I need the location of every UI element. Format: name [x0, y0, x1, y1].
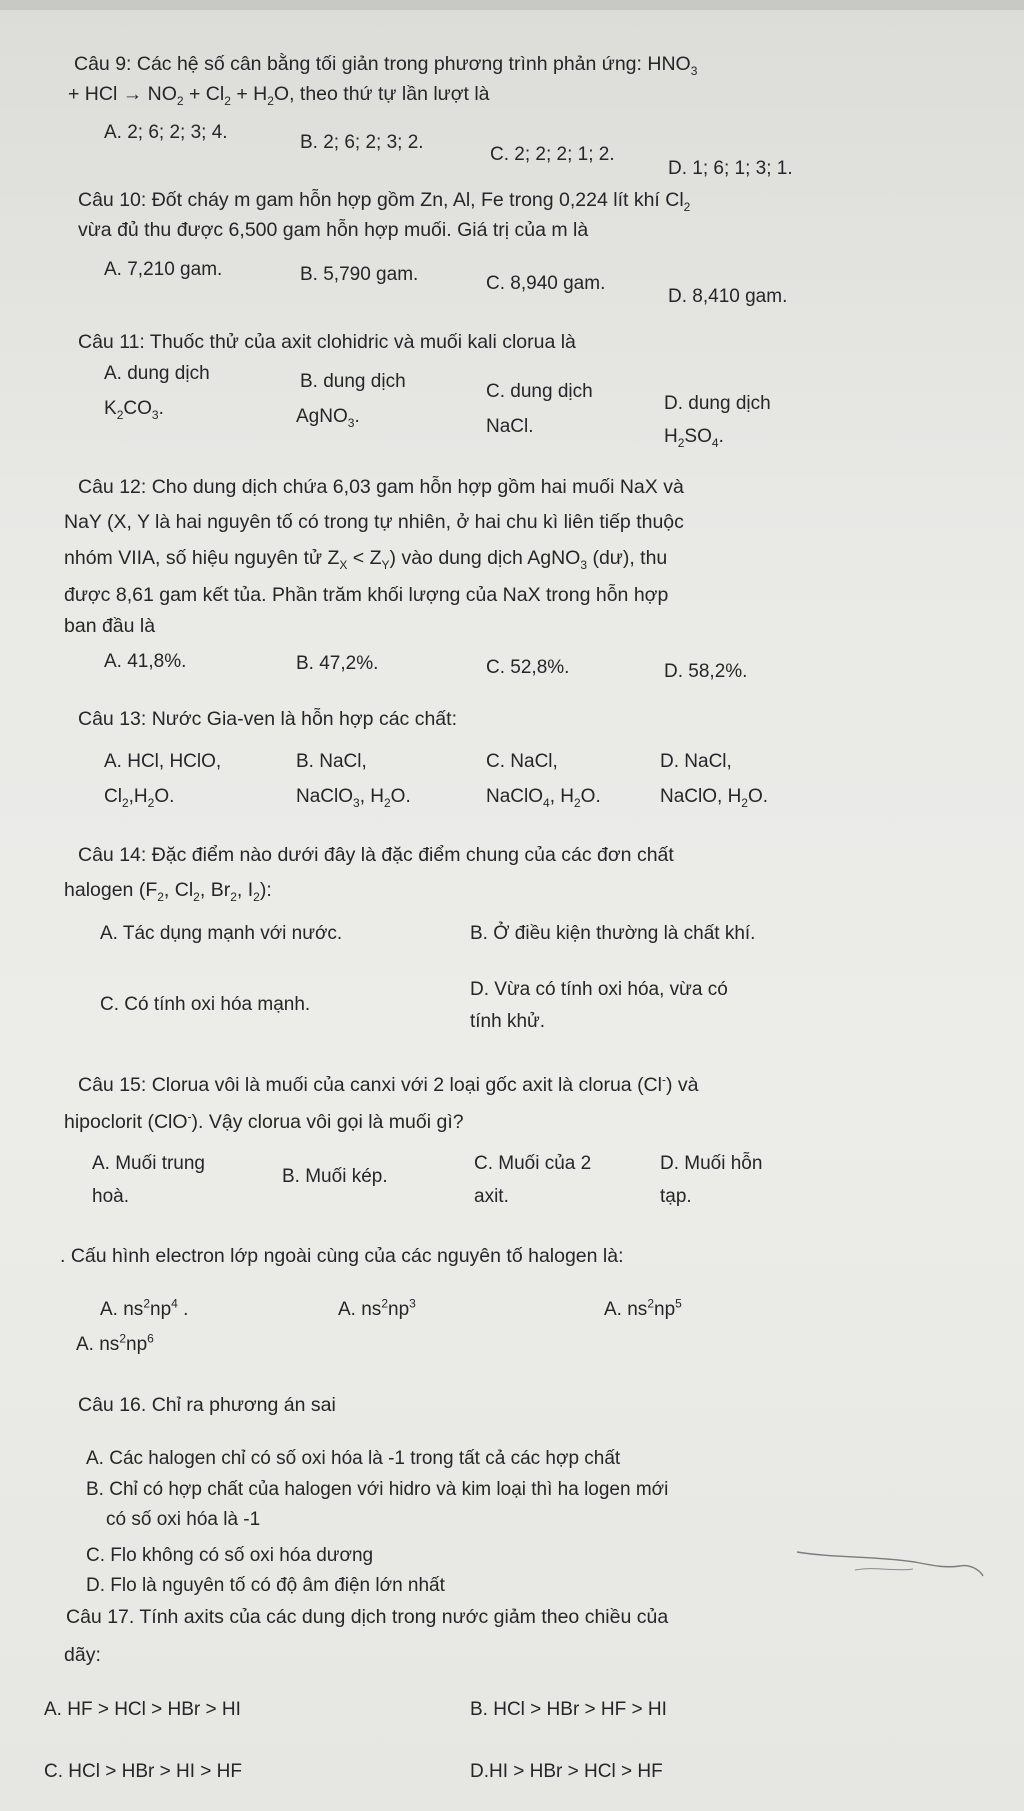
q12-option-c: C. 52,8%.	[486, 657, 570, 678]
q13-line1: Câu 13: Nước Gia-ven là hỗn hợp các chất:	[78, 708, 457, 730]
qcfg-option-4: A. $ns^2np^6$	[76, 1331, 154, 1355]
q12-option-a: A. 41,8%.	[104, 651, 187, 672]
q17-line2: dãy:	[64, 1644, 101, 1666]
q13-option-d-line2: NaClO, $H_2O$.	[660, 786, 769, 810]
q12-line5: ban đầu là	[64, 615, 156, 637]
q15-option-b: B. Muối kép.	[282, 1166, 388, 1187]
q9-line2: + HCl → $NO_2 + Cl_2 + H_2O$, theo thứ tự lần lượt là	[68, 83, 490, 108]
q13-option-a-line2: $Cl_2,H_2O$.	[104, 786, 175, 810]
q11-option-d-line2: $H_2SO_4$.	[664, 426, 724, 450]
q13-option-b-line2: NaClO$_3$, $H_2O$.	[296, 786, 411, 810]
q16-option-a: A. Các halogen chỉ có số oxi hóa là -1 trong tất cả các hợp chất	[86, 1448, 621, 1469]
q17-option-b: B. HCl > HBr > HF > HI	[470, 1699, 667, 1720]
q12-option-b: B. 47,2%.	[296, 653, 379, 674]
q17-option-c: C. HCl > HBr > HI > HF	[44, 1761, 242, 1782]
q12-line4: được 8,61 gam kết tủa. Phần trăm khối lượng của NaX trong hỗn hợp	[64, 584, 669, 606]
q12-line2: NaY (X, Y là hai nguyên tố có trong tự nhiên, ở hai chu kì liên tiếp thuộc	[64, 511, 684, 533]
q9-option-c: C. 2; 2; 2; 1; 2.	[490, 144, 615, 165]
pen-scribble-mark	[795, 1542, 985, 1582]
q9-option-b: B. 2; 6; 2; 3; 2.	[300, 132, 424, 153]
q17-option-d: D.HI > HBr > HCl > HF	[470, 1761, 663, 1782]
q15-option-a-line2: hoà.	[92, 1186, 129, 1207]
q11-option-a-line2: $K_2CO_3$.	[104, 398, 164, 422]
q11-option-d-line1: D. dung dịch	[664, 393, 771, 414]
q17-option-a: A. HF > HCl > HBr > HI	[44, 1699, 241, 1720]
qcfg-option-3: A. $ns^2np^5$	[604, 1296, 682, 1320]
q16-option-b-line1: B. Chỉ có hợp chất của halogen với hidro và kim loại thì ha logen mới	[86, 1479, 669, 1500]
q14-option-a: A. Tác dụng mạnh với nước.	[100, 923, 343, 944]
qcfg-line1: . Cấu hình electron lớp ngoài cùng của các nguyên tố halogen là:	[60, 1245, 624, 1267]
q14-option-d-line1: D. Vừa có tính oxi hóa, vừa có	[470, 979, 728, 1000]
q10-option-b: B. 5,790 gam.	[300, 264, 419, 285]
q16-option-b-line2: có số oxi hóa là -1	[106, 1509, 261, 1530]
q14-option-d-line2: tính khử.	[470, 1011, 546, 1032]
q11-option-b-line1: B. dung dịch	[300, 371, 406, 392]
q16-option-d: D. Flo là nguyên tố có độ âm điện lớn nhất	[86, 1575, 445, 1596]
q9-option-a: A. 2; 6; 2; 3; 4.	[104, 122, 228, 143]
q14-option-b: B. Ở điều kiện thường là chất khí.	[470, 923, 756, 944]
q10-line1: Câu 10: Đốt cháy m gam hỗn hợp gồm Zn, Al, Fe trong 0,224 lít khí $Cl_2$	[78, 189, 691, 214]
q14-line1: Câu 14: Đặc điểm nào dưới đây là đặc điểm chung của các đơn chất	[78, 844, 674, 866]
q10-option-c: C. 8,940 gam.	[486, 273, 606, 294]
q9-line1: Câu 9: Các hệ số cân bằng tối giản trong phương trình phản ứng: $HNO_3$	[74, 53, 698, 78]
q13-option-d-line1: D. NaCl,	[660, 751, 732, 772]
q9-option-d: D. 1; 6; 1; 3; 1.	[668, 158, 793, 179]
q11-option-c-line1: C. dung dịch	[486, 381, 593, 402]
q12-line1: Câu 12: Cho dung dịch chứa 6,03 gam hỗn hợp gồm hai muối NaX và	[78, 476, 684, 498]
q15-option-d-line1: D. Muối hỗn	[660, 1153, 763, 1174]
q11-line1: Câu 11: Thuốc thử của axit clohidric và muối kali clorua là	[78, 331, 576, 353]
q13-option-c-line2: NaClO$_4$, $H_2O$.	[486, 786, 601, 810]
q11-option-a-line1: A. dung dịch	[104, 363, 210, 384]
page-top-shadow	[0, 0, 1024, 10]
q15-option-a-line1: A. Muối trung	[92, 1153, 205, 1174]
q16-option-c: C. Flo không có số oxi hóa dương	[86, 1545, 374, 1566]
q11-option-b-line2: AgNO$_3$.	[296, 406, 360, 430]
q16-line1: Câu 16. Chỉ ra phương án sai	[78, 1394, 336, 1416]
q12-option-d: D. 58,2%.	[664, 661, 748, 682]
q17-line1: Câu 17. Tính axits của các dung dịch trong nước giảm theo chiều của	[66, 1606, 669, 1628]
q12-line3: nhóm VIIA, số hiệu nguyên tử $Z_X < Z_Y$) vào dung dịch AgNO$_3$ (dư), thu	[64, 547, 668, 572]
q15-option-c-line1: C. Muối của 2	[474, 1153, 592, 1174]
q13-option-c-line1: C. NaCl,	[486, 751, 558, 772]
q10-line2: vừa đủ thu được 6,500 gam hỗn hợp muối. Giá trị của m là	[78, 219, 589, 241]
q15-option-d-line2: tạp.	[660, 1186, 692, 1207]
q15-line2: hipoclorit (ClO-). Vậy clorua vôi gọi là muối gì?	[64, 1109, 464, 1133]
q14-option-c: C. Có tính oxi hóa mạnh.	[100, 994, 311, 1015]
q13-option-a-line1: A. HCl, HClO,	[104, 751, 222, 772]
q14-line2: halogen ($F_2$, $Cl_2$, $Br_2$, $I_2$):	[64, 879, 272, 904]
q10-option-d: D. 8,410 gam.	[668, 286, 788, 307]
q15-line1: Câu 15: Clorua vôi là muối của canxi với 2 loại gốc axit là clorua (Cl-) và	[78, 1072, 699, 1096]
q11-option-c-line2: NaCl.	[486, 416, 534, 437]
q10-option-a: A. 7,210 gam.	[104, 259, 223, 280]
qcfg-option-1: A. $ns^2np^4$ .	[100, 1296, 189, 1320]
q13-option-b-line1: B. NaCl,	[296, 751, 367, 772]
q15-option-c-line2: axit.	[474, 1186, 509, 1207]
qcfg-option-2: A. $ns^2np^3$	[338, 1296, 416, 1320]
